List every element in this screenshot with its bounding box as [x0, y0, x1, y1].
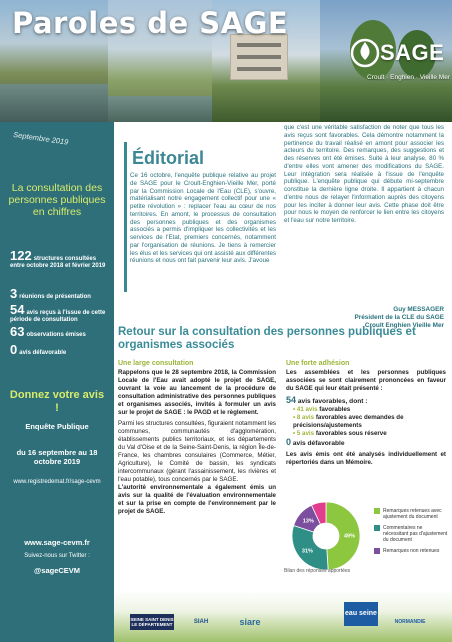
article-left-column — [118, 360, 276, 516]
list-item: • 5 avis favorables sous réserve — [293, 430, 387, 437]
sidebar — [0, 122, 114, 642]
article-title: Retour sur la consultation des personnes publiques et organismes associés — [118, 326, 416, 351]
section-heading: Une forte adhésion — [286, 360, 350, 367]
enquete-dates: du 16 septembre au 18 octobre 2019 — [16, 448, 98, 466]
unfavorable-total: 0 avis défavorable — [286, 437, 345, 447]
section-heading: Une large consultation — [118, 360, 194, 367]
stat-item: 63 observations émises — [10, 324, 86, 339]
paragraph: Les avis émis ont été analysés individuellement et répertoriés dans un Mémoire. — [286, 451, 446, 466]
stat-item: 0 avis défavorable — [10, 342, 67, 357]
logo-text: SAGE — [380, 40, 445, 65]
sidebar-heading: La consultation des personnes publiques en chiffres — [8, 182, 106, 218]
issue-date: Septembre 2019 — [12, 130, 69, 147]
pie-slice-label: 49% — [343, 533, 355, 540]
twitter-handle[interactable]: @sageCEVM — [33, 566, 81, 575]
legend-item — [374, 525, 448, 543]
legend-swatch — [374, 525, 380, 531]
stat-item: 3 réunions de présentation — [10, 286, 91, 301]
paragraph: Parmi les structures consultées, figuraient notamment les communes, communautés d'agglomération, établissements publics territoriaux, et les départements du Val d'Oise et de la Seine-Saint-Denis, la région Île-de-France, les chambres consulaires (Commerce, Métier, Agriculture), le Comité de bassin, les syndicats intercommunaux (gérant l'assainissement, les rivières et l'eau potable), tous concernés par le SAGE. — [118, 420, 276, 483]
paragraph: L'autorité environnementale a également émis un avis sur la qualité de l'évaluation environnementale et sur la prise en compte de l'environnement par le projet de SAGE. — [118, 484, 276, 515]
pie-legend — [374, 508, 448, 559]
legend-item — [374, 508, 448, 520]
legend-label: Commentaires ne nécessitant pas d'ajustement du document — [383, 525, 448, 543]
partner-logo-eau-seine: eau seine — [344, 602, 378, 626]
legend-label: Remarques retenues avec ajustement du document — [383, 508, 442, 520]
editorial-title: Éditorial — [132, 148, 205, 168]
list-item: • 41 avis favorables — [293, 406, 351, 413]
favorable-total: 54 avis favorables, dont : — [286, 395, 368, 405]
signature-role: Président de la CLE du SAGE — [354, 314, 444, 321]
header-photo-band — [0, 0, 452, 122]
list-item: • 8 avis favorables avec demandes de précisions/ajustements — [293, 414, 404, 429]
stat-item: 122 structures consultées entre octobre 2018 et février 2019 — [10, 248, 106, 269]
editorial-accent-bar — [124, 142, 127, 292]
partner-logo-siare: siare — [239, 617, 261, 627]
editorial-column-2: que c'est une véritable satisfaction de noter que tous les avis reçus sont favorables. Cela démontre notamment la pertinence du travail réalisé en amont pour associer les acteurs du territoire. Des remarques, des suggestions et des réserves ont été émises. Suite à leur analyse, 80 % d'entre elles vont amener des modifications du SAGE. Leur intégration sera réalisée à l'issue de l'enquête publique. L'enquête publique qui débute mi-septembre constitue la dernière ligne droite. Il appartient à chacun d'entre nous de relayer l'information auprès des citoyens pour les inciter à donner leur avis. Cette phase doit être pour nous le moyen de renforcer le lien entre les citoyens et l'eau sur notre territoire. — [284, 124, 444, 224]
enquete-label: Enquête Publique — [25, 422, 89, 431]
website-link[interactable]: www.sage-cevm.fr — [24, 538, 90, 547]
partner-logo-normandie: NORMANDIE — [394, 619, 426, 625]
logo-subtitle: Croult · Enghien · Vieille Mer — [367, 74, 450, 81]
responses-pie-chart — [286, 496, 366, 576]
stat-item: 54 avis reçus à l'issue de cette période de consultation — [10, 302, 106, 323]
pie-caption: Bilan des réponses apportées — [284, 568, 351, 574]
paragraph: Les assemblées et les personnes publiques associées se sont clairement prononcées en faveur du SAGE qui leur était présenté : — [286, 369, 446, 392]
sage-logo — [348, 36, 448, 86]
legend-label: Remarques non retenues — [383, 548, 440, 554]
partner-logo-seine-saint-denis: SEINE SAINT DENIS LE DÉPARTEMENT — [130, 614, 174, 630]
pie-slice-label: 13% — [302, 518, 314, 525]
signature-place: Croult Enghien Vieille Mer — [364, 322, 444, 329]
drop-icon — [348, 36, 382, 70]
paragraph: Rappelons que le 28 septembre 2018, la Commission Locale de l'Eau avait adopté le projet de SAGE, ouvrant la voie au lancement de la procédure de consultation administrative des personnes publiques et organismes associés, invités à formuler un avis sur le projet de SAGE : le PAGD et le règlement. — [118, 369, 276, 416]
article-right-column — [286, 360, 446, 467]
legend-swatch — [374, 508, 380, 514]
legend-item — [374, 548, 448, 554]
partner-logo-siah: SIAH — [193, 619, 209, 625]
pie-slice-label: 31% — [301, 548, 313, 555]
call-to-action: Donnez votre avis ! — [9, 389, 105, 414]
twitter-label: Suivez-nous sur Twitter : — [24, 553, 90, 559]
signature-name: Guy MESSAGER — [393, 306, 444, 313]
editorial-column-1: Ce 16 octobre, l'enquête publique relative au projet de SAGE pour le Croult-Enghien-Vieille Mer, porté par la Commission Locale de l'Eau (CLE), s'ouvre, matérialisant notre engagement collectif pour une « petite révolution » : replacer l'eau au cœur de nos territoires. En amont, le processus de consultation des personnes publiques et des organismes associés a permis d'impliquer les collectivités et les services de l'Etat, premiers concernés, notamment par l'organisation de réunions. Je tiens à remercier les élus et les services qui ont assisté aux différentes réunions et nous ont fait parvenir leur avis. J'avoue — [130, 172, 276, 265]
registre-link[interactable]: www.registredemat.fr/sage-cevm — [13, 479, 101, 485]
legend-swatch — [374, 548, 380, 554]
page-title: Paroles de SAGE — [12, 6, 289, 40]
